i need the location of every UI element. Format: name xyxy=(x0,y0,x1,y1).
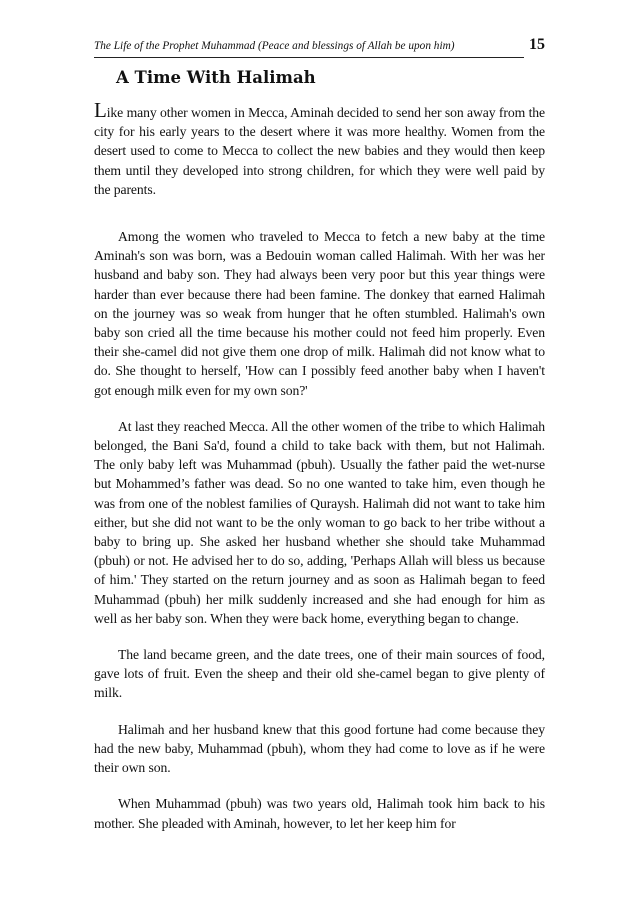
paragraph-initial-letter: L xyxy=(94,98,107,122)
book-page xyxy=(94,0,545,903)
running-header xyxy=(94,38,545,60)
page-number: 15 xyxy=(529,36,545,53)
paragraph-6: When Muhammad (pbuh) was two years old, Halimah took him back to his mother. She pleaded with Aminah, however, to let her keep him for xyxy=(94,796,545,831)
paragraph-1-text: ike many other women in Mecca, Aminah decided to send her son away from the city for his early years to the desert where it was more healthy. Women from the desert used to come to Mecca to collect the new babies and they would then keep them until they developed into strong children, for which they were well paid by the parents. xyxy=(94,105,545,197)
running-title: The Life of the Prophet Muhammad (Peace and blessings of Allah be upon him) xyxy=(94,38,524,58)
section-title: A Time With Halimah xyxy=(116,68,316,87)
paragraph-2: Among the women who traveled to Mecca to fetch a new baby at the time Aminah's son was born, was a Bedouin woman called Halimah. With her was her husband and baby son. They had always been very poor but this year things were harder than ever because there had been famine. The donkey that earned Halimah on the journey was so weak from hunger that he often stumbled. Halimah's own baby son cried all the time because his mother could not feed him properly. Even their she-camel did not give them one drop of milk. Halimah did not know what to do. She thought to herself, 'How can I possibly feed another baby when I haven't got enough milk even for my own son?' xyxy=(94,229,545,398)
body-text xyxy=(94,98,545,850)
paragraph-1 xyxy=(94,98,545,199)
paragraph-3: At last they reached Mecca. All the other women of the tribe to which Halimah belonged, the Bani Sa'd, found a child to take back with them, but not Halimah. The only baby left was Muhammad (pbuh). Usually the father paid the wet-nurse but Mohammed’s father was dead. So no one wanted to take him, even though he was from one of the noblest families of Quraysh. Halimah did not want to take him either, but she did not want to be the only woman to go back to her tribe without a baby to bring up. She asked her husband whether she should take Muhammad (pbuh) or not. He advised her to do so, adding, 'Perhaps Allah will bless us because of him.' They started on the return journey and as soon as Halimah began to feed Muhammad (pbuh) her milk suddenly increased and she had enough for him as well as her baby son. When they were back home, everything began to change. xyxy=(94,418,545,626)
paragraph-4: The land became green, and the date trees, one of their main sources of food, gave lots of fruit. Even the sheep and their old she-camel began to give plenty of milk. xyxy=(94,647,545,701)
paragraph-5: Halimah and her husband knew that this good fortune had come because they had the new baby, Muhammad (pbuh), whom they had come to love as if he were their own son. xyxy=(94,721,545,776)
